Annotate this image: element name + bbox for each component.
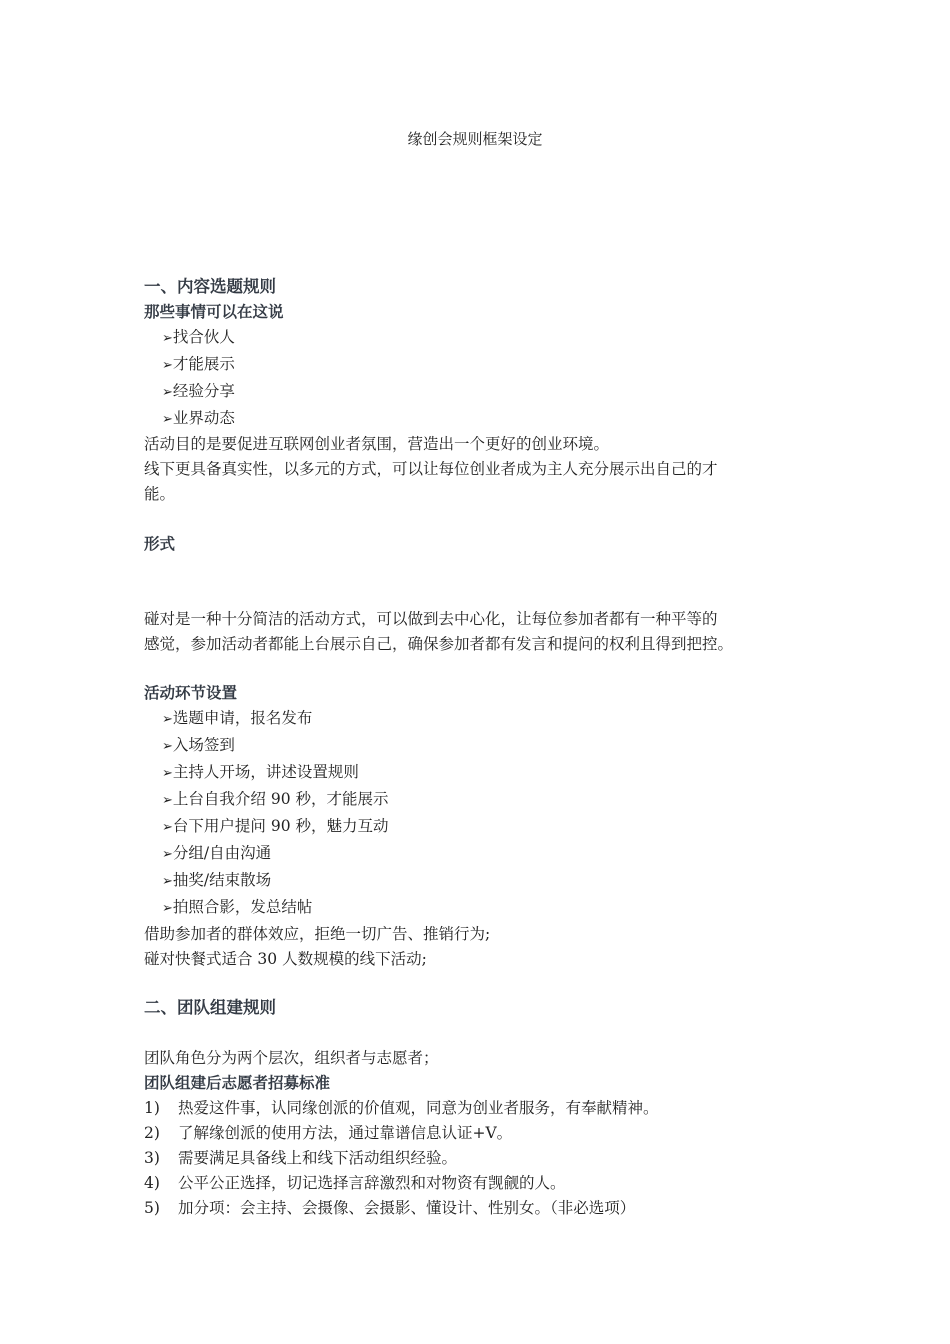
numbered-item: 3) 需要满足具备线上和线下活动组织经验。 (144, 1148, 458, 1167)
arrow-bullet-icon: ➢ (162, 819, 173, 835)
numbered-item: 4) 公平公正选择，切记选择言辞激烈和对物资有觊觎的人。 (144, 1173, 566, 1192)
list-item: ➢找合伙人 (162, 327, 235, 346)
paragraph-offline-line1: 线下更具备真实性，以多元的方式，可以让每位创业者成为主人充分展示出自己的才 (144, 460, 718, 479)
heading-activity-setup: 活动环节设置 (144, 684, 238, 703)
arrow-bullet-icon: ➢ (162, 384, 173, 400)
subheading-volunteer-criteria: 团队组建后志愿者招募标准 (144, 1074, 331, 1093)
arrow-bullet-icon: ➢ (162, 712, 173, 728)
document-title: 缘创会规则框架设定 (407, 130, 543, 148)
paragraph-team-roles: 团队角色分为两个层次，组织者与志愿者； (144, 1049, 439, 1068)
paragraph-scale: 碰对快餐式适合 30 人数规模的线下活动; (144, 949, 427, 968)
section-heading-team-rules: 二、团队组建规则 (144, 998, 276, 1018)
subheading-topics: 那些事情可以在这说 (144, 302, 284, 321)
list-item: ➢选题申请，报名发布 (162, 709, 313, 728)
paragraph-no-ads: 借助参加者的群体效应，拒绝一切广告、推销行为; (144, 924, 491, 943)
list-item: ➢拍照合影，发总结帖 (162, 897, 313, 916)
heading-form: 形式 (144, 535, 176, 554)
numbered-item: 1) 热爱这件事，认同缘创派的价值观，同意为创业者服务，有奉献精神。 (144, 1098, 659, 1117)
arrow-bullet-icon: ➢ (162, 873, 173, 889)
paragraph-offline-line2: 能。 (144, 485, 176, 504)
numbered-item: 2) 了解缘创派的使用方法，通过靠谱信息认证+V。 (144, 1123, 513, 1142)
list-item: ➢才能展示 (162, 354, 235, 373)
list-item: ➢台下用户提问 90 秒，魅力互动 (162, 816, 389, 835)
list-item: ➢业界动态 (162, 408, 235, 427)
list-item: ➢入场签到 (162, 736, 235, 755)
arrow-bullet-icon: ➢ (162, 330, 173, 346)
document-body (144, 275, 816, 1220)
list-item: ➢抽奖/结束散场 (162, 870, 272, 889)
paragraph-form-line2: 感觉，参加活动者都能上台展示自己，确保参加者都有发言和提问的权利且得到把控。 (144, 634, 734, 653)
arrow-bullet-icon: ➢ (162, 357, 173, 373)
arrow-bullet-icon: ➢ (162, 900, 173, 916)
arrow-bullet-icon: ➢ (162, 793, 173, 809)
arrow-bullet-icon: ➢ (162, 739, 173, 755)
numbered-item: 5) 加分项：会主持、会摄像、会摄影、懂设计、性别女。（非必选项） (144, 1198, 636, 1217)
list-item: ➢上台自我介绍 90 秒，才能展示 (162, 790, 389, 809)
section-heading-content-rules: 一、内容选题规则 (144, 277, 276, 296)
arrow-bullet-icon: ➢ (162, 411, 173, 427)
arrow-bullet-icon: ➢ (162, 846, 173, 862)
list-item: ➢经验分享 (162, 381, 235, 400)
list-item: ➢分组/自由沟通 (162, 843, 272, 862)
list-item: ➢主持人开场，讲述设置规则 (162, 763, 359, 782)
paragraph-form-line1: 碰对是一种十分简洁的活动方式，可以做到去中心化，让每位参加者都有一种平等的 (144, 609, 718, 628)
paragraph-purpose: 活动目的是要促进互联网创业者氛围，营造出一个更好的创业环境。 (144, 435, 610, 454)
arrow-bullet-icon: ➢ (162, 766, 173, 782)
